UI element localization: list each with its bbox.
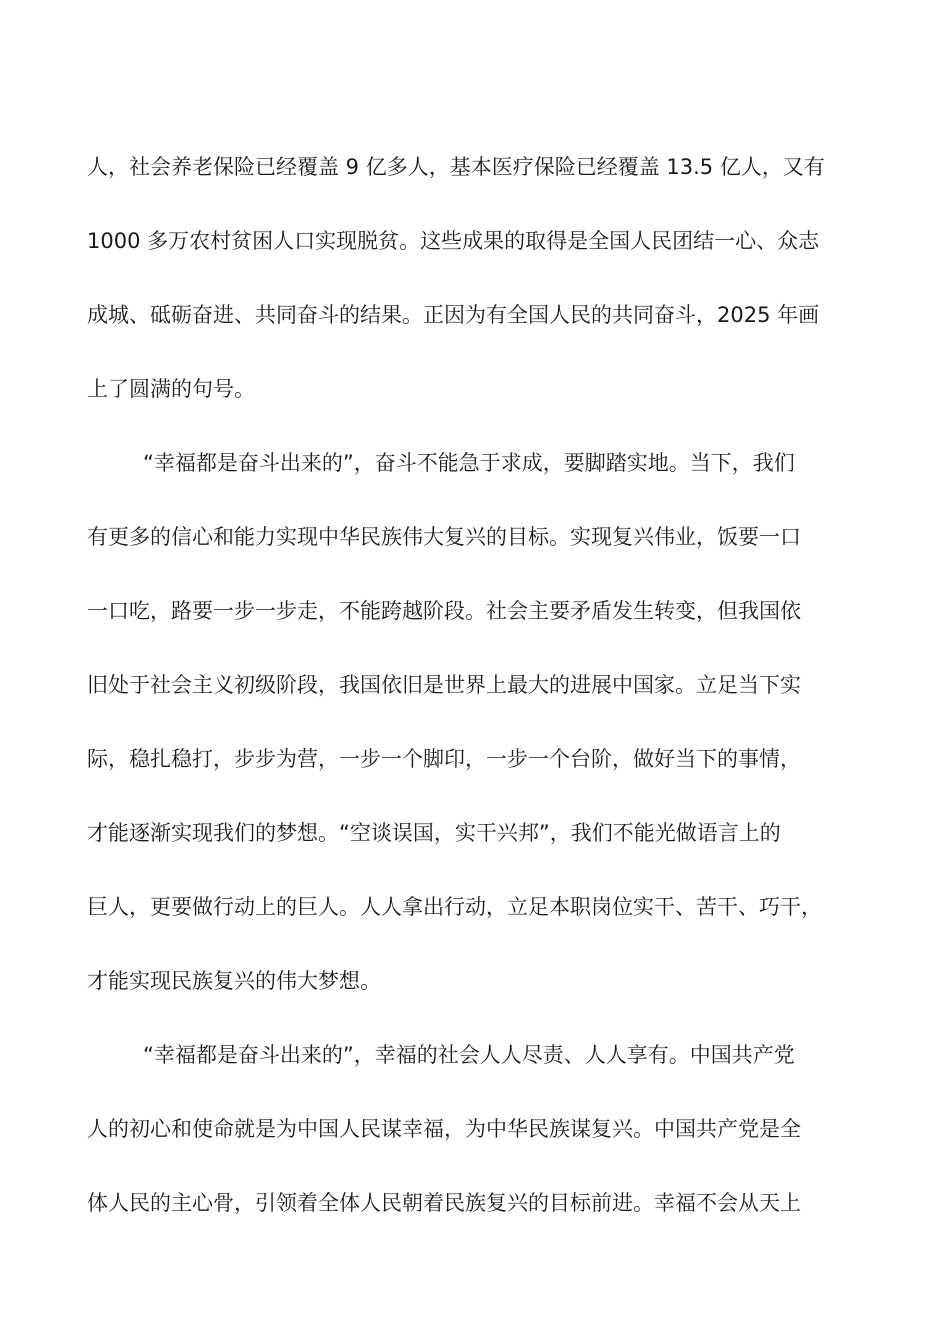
paragraph-line: 上了圆满的句号。	[87, 377, 255, 401]
paragraph-line: 际，稳扎稳打，步步为营，一步一个脚印，一步一个台阶，做好当下的事情，	[87, 747, 801, 771]
paragraph-line: 成城、砥砺奋进、共同奋斗的结果。正因为有全国人民的共同奋斗，2025 年画	[87, 303, 820, 327]
paragraph-line: 旧处于社会主义初级阶段，我国依旧是世界上最大的进展中国家。立足当下实	[87, 673, 801, 697]
paragraph-2	[87, 426, 863, 1018]
paragraph-line: 巨人，更要做行动上的巨人。人人拿出行动，立足本职岗位实干、苦干、巧干，	[87, 895, 822, 919]
paragraph-line: 体人民的主心骨，引领着全体人民朝着民族复兴的目标前进。幸福不会从天上	[87, 1191, 801, 1215]
paragraph-line: 才能实现民族复兴的伟大梦想。	[87, 969, 381, 993]
document-body	[87, 130, 863, 1240]
paragraph-1	[87, 130, 863, 426]
paragraph-first-line: “幸福都是奋斗出来的”，奋斗不能急于求成，要脚踏实地。当下，我们	[143, 451, 795, 475]
paragraph-line: 人，社会养老保险已经覆盖 9 亿多人，基本医疗保险已经覆盖 13.5 亿人，又有	[87, 155, 825, 179]
paragraph-line: 才能逐渐实现我们的梦想。“空谈误国，实干兴邦”，我们不能光做语言上的	[87, 821, 781, 845]
paragraph-3	[87, 1018, 863, 1240]
paragraph-line: 一口吃，路要一步一步走，不能跨越阶段。社会主要矛盾发生转变，但我国依	[87, 599, 801, 623]
paragraph-line: 有更多的信心和能力实现中华民族伟大复兴的目标。实现复兴伟业，饭要一口	[87, 525, 801, 549]
paragraph-line: 人的初心和使命就是为中国人民谋幸福，为中华民族谋复兴。中国共产党是全	[87, 1117, 801, 1141]
paragraph-line: 1000 多万农村贫困人口实现脱贫。这些成果的取得是全国人民团结一心、众志	[87, 229, 820, 253]
paragraph-first-line: “幸福都是奋斗出来的”，幸福的社会人人尽责、人人享有。中国共产党	[143, 1043, 795, 1067]
